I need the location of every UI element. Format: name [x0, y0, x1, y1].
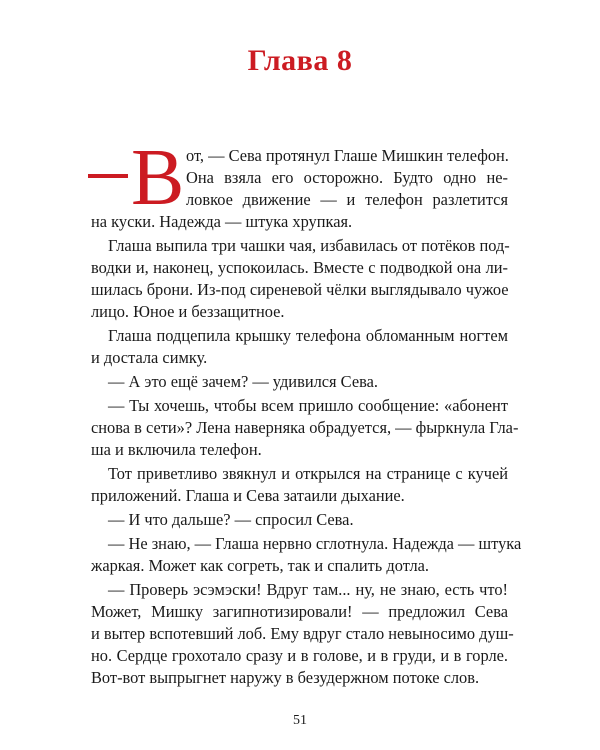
drop-cap-letter: В — [131, 134, 185, 222]
text-line: — Ты хочешь, чтобы всем пришло сообщение: «абонент — [108, 396, 508, 415]
text-line: Глаша подцепила крышку телефона обломанным ногтем — [108, 326, 508, 345]
text-line: — И что дальше? — спросил Сева. — [108, 510, 354, 529]
text-line: но. Сердце грохотало сразу и в голове, и в груди, и в горле. — [91, 646, 508, 665]
text-line: приложений. Глаша и Сева затаили дыхание. — [91, 486, 405, 505]
text-line: на куски. Надежда — штука хрупкая. — [91, 212, 353, 231]
page-number: 51 — [293, 713, 307, 728]
chapter-title: Глава 8 — [247, 44, 353, 77]
text-line: Вот-вот выпрыгнет наружу в безудержном потоке слов. — [91, 668, 480, 687]
text-line: ловкое движение — и телефон разлетится — [186, 190, 508, 209]
text-line: — Проверь эсэмэски! Вдруг там... ну, не знаю, есть что! — [108, 580, 508, 599]
text-line: лицо. Юное и беззащитное. — [91, 302, 285, 321]
text-line: от, — Сева протянул Глаше Мишкин телефон. — [186, 146, 509, 165]
text-line: — А это ещё зачем? — удивился Сева. — [108, 372, 378, 391]
text-line: шилась брони. Из-под сиреневой чёлки выглядывало чужое — [91, 280, 509, 299]
text-line: Глаша выпила три чашки чая, избавилась от потёков под- — [108, 236, 510, 255]
text-line: — Не знаю, — Глаша нервно сглотнула. Надежда — штука — [108, 534, 522, 553]
text-line: водки и, наконец, успокоилась. Вместе с подводкой она ли- — [91, 258, 508, 277]
drop-cap-dash — [88, 174, 128, 178]
text-line: и достала симку. — [91, 348, 208, 367]
text-line: ша и включила телефон. — [91, 440, 262, 459]
text-line: жаркая. Может как согреть, так и спалить дотла. — [91, 556, 430, 575]
text-line: и вытер вспотевший лоб. Ему вдруг стало невыносимо душ- — [91, 624, 514, 643]
text-line: Может, Мишку загипнотизировали! — предложил Сева — [91, 602, 508, 621]
text-line: Тот приветливо звякнул и открылся на странице с кучей — [108, 464, 508, 483]
text-line: Она взяла его осторожно. Будто одно не- — [186, 168, 508, 187]
text-line: снова в сети»? Лена наверняка обрадуется, — фыркнула Гла- — [91, 418, 519, 437]
